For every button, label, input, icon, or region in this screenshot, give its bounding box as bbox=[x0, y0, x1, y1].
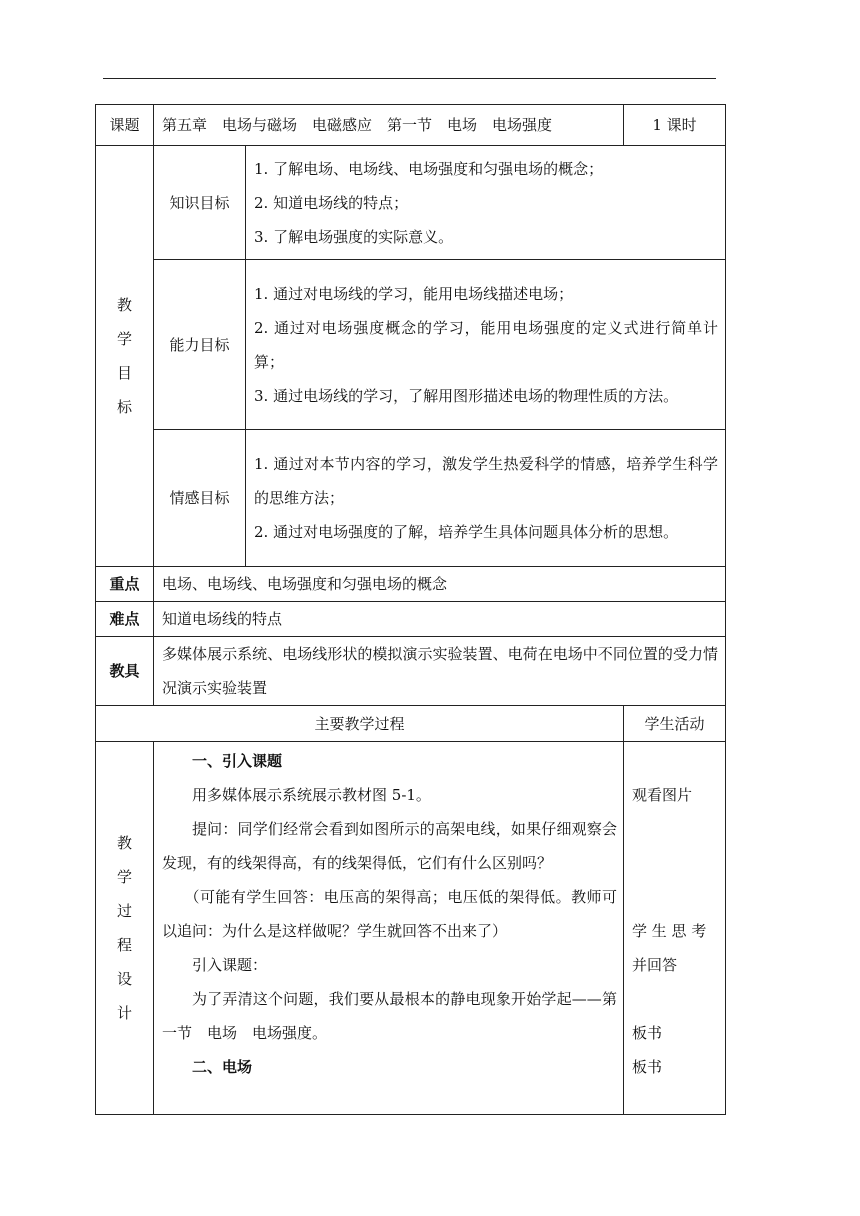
process-group-label: 教 学 过 程 设 计 bbox=[96, 742, 154, 1115]
activity-item: 板书 bbox=[632, 1058, 663, 1076]
activity-item: 板书 bbox=[632, 1024, 663, 1042]
activity-content bbox=[624, 742, 726, 1115]
lesson-plan-table bbox=[95, 104, 726, 1115]
activity-item: 学 生 思 考 并回答 bbox=[632, 922, 707, 974]
difficulty-row bbox=[96, 602, 726, 637]
emotion-row bbox=[96, 430, 726, 567]
objectives-group-label: 教 学 目 标 bbox=[96, 146, 154, 567]
subject-label: 课题 bbox=[96, 105, 154, 146]
difficulty-text: 知道电场线的特点 bbox=[154, 602, 726, 637]
tools-text: 多媒体展示系统、电场线形状的模拟演示实验装置、电荷在电场中不同位置的受力情况演示实验装置 bbox=[154, 637, 726, 706]
process-paragraph: 为了弄清这个问题，我们要从最根本的静电现象开始学起——第一节 电场 电场强度。 bbox=[162, 990, 618, 1042]
header-rule bbox=[103, 78, 716, 79]
process-paragraph: 引入课题： bbox=[192, 956, 268, 974]
process-content bbox=[154, 742, 624, 1115]
ability-label: 能力目标 bbox=[154, 260, 246, 430]
process-main-header: 主要教学过程 bbox=[96, 706, 624, 742]
difficulty-label: 难点 bbox=[96, 602, 154, 637]
lesson-title: 第五章 电场与磁场 电磁感应 第一节 电场 电场强度 bbox=[154, 105, 624, 146]
key-point-row bbox=[96, 567, 726, 602]
process-header-row bbox=[96, 706, 726, 742]
emotion-label: 情感目标 bbox=[154, 430, 246, 567]
process-row bbox=[96, 742, 726, 1115]
tools-label: 教具 bbox=[96, 637, 154, 706]
process-paragraph: 提问：同学们经常会看到如图所示的高架电线，如果仔细观察会发现，有的线架得高，有的线架得低，它们有什么区别吗？ bbox=[162, 820, 618, 872]
process-paragraph: （可能有学生回答：电压高的架得高；电压低的架得低。教师可以追问：为什么是这样做呢？学生就回答不出来了） bbox=[162, 888, 618, 940]
knowledge-items: 1. 了解电场、电场线、电场强度和匀强电场的概念； 2. 知道电场线的特点； 3. 了解电场强度的实际意义。 bbox=[246, 146, 726, 260]
knowledge-row bbox=[96, 146, 726, 260]
key-point-text: 电场、电场线、电场强度和匀强电场的概念 bbox=[154, 567, 726, 602]
emotion-items: 1. 通过对本节内容的学习，激发学生热爱科学的情感，培养学生科学的思维方法； 2. 通过对电场强度的了解，培养学生具体问题具体分析的思想。 bbox=[246, 430, 726, 567]
key-point-label: 重点 bbox=[96, 567, 154, 602]
section-heading-intro: 一、引入课题 bbox=[192, 752, 283, 770]
ability-items: 1. 通过对电场线的学习，能用电场线描述电场； 2. 通过对电场强度概念的学习，能用电场强度的定义式进行简单计算； 3. 通过电场线的学习，了解用图形描述电场的物理性质的方法。 bbox=[246, 260, 726, 430]
knowledge-label: 知识目标 bbox=[154, 146, 246, 260]
title-row bbox=[96, 105, 726, 146]
tools-row bbox=[96, 637, 726, 706]
activity-item: 观看图片 bbox=[632, 786, 693, 804]
period: 1 课时 bbox=[624, 105, 726, 146]
process-paragraph: 用多媒体展示系统展示教材图 5-1。 bbox=[192, 786, 431, 804]
section-heading-field: 二、电场 bbox=[192, 1058, 253, 1076]
process-activity-header: 学生活动 bbox=[624, 706, 726, 742]
ability-row bbox=[96, 260, 726, 430]
